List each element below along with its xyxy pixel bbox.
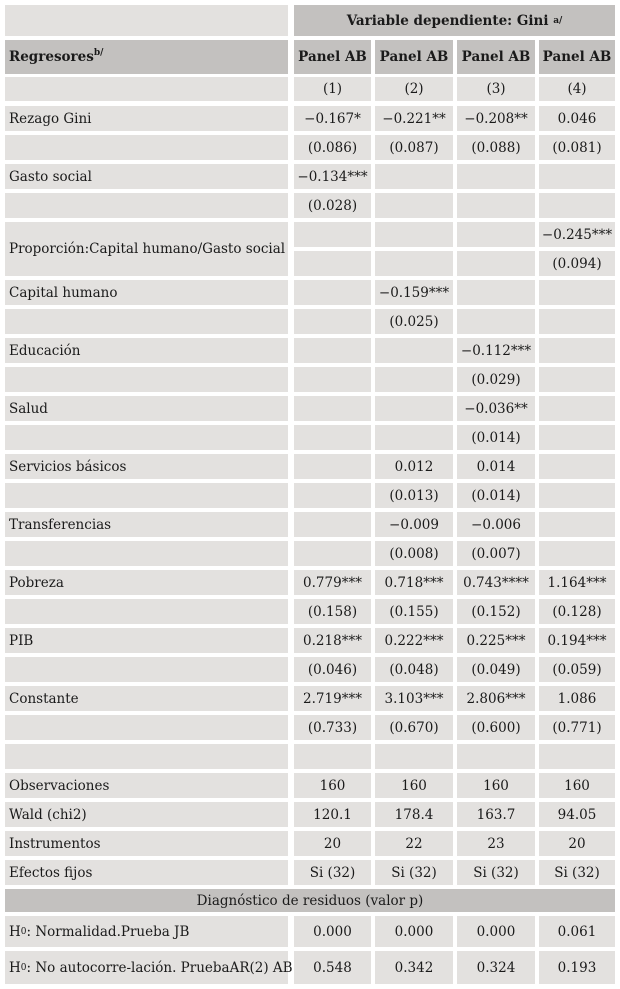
- value-cell: (0.155): [375, 599, 453, 624]
- table-row-spacer: [5, 744, 615, 769]
- value-cell: (0.048): [375, 657, 453, 682]
- header-dependent-row: [5, 5, 615, 36]
- value-cell: 178.4: [375, 802, 453, 827]
- value-cell: [539, 541, 615, 566]
- table-row: [5, 657, 615, 682]
- value-cell: [539, 744, 615, 769]
- value-cell: −0.245***: [539, 222, 615, 247]
- regressors-label: Regresores: [9, 49, 94, 65]
- table-row: [5, 251, 615, 276]
- table-row: [5, 686, 615, 711]
- value-cell: 2.806***: [457, 686, 535, 711]
- table-row: [5, 831, 615, 856]
- value-cell: [539, 338, 615, 363]
- value-cell: −0.221**: [375, 106, 453, 131]
- table-row: [5, 599, 615, 624]
- value-cell: 2.719***: [294, 686, 371, 711]
- value-cell: [294, 222, 371, 247]
- value-cell: [457, 222, 535, 247]
- value-cell: [539, 483, 615, 508]
- value-cell: (0.128): [539, 599, 615, 624]
- table-row: [5, 222, 615, 247]
- diagnostic-label: [5, 916, 288, 947]
- diagnostics-title: Diagnóstico de residuos (valor p): [5, 889, 615, 912]
- value-cell: 0.193: [539, 951, 615, 984]
- table-row: [5, 541, 615, 566]
- diagnostic-text: : No autocorre-lación. PruebaAR(2) AB: [26, 959, 293, 976]
- table-row: [5, 193, 615, 218]
- panel-header-4: Panel AB: [539, 40, 615, 74]
- row-label: PIB: [5, 628, 288, 653]
- regressors-note: b/: [93, 48, 104, 58]
- value-cell: [375, 164, 453, 189]
- value-cell: [294, 454, 371, 479]
- value-cell: 1.164***: [539, 570, 615, 595]
- panel-header-3: Panel AB: [457, 40, 535, 74]
- value-cell: [539, 425, 615, 450]
- value-cell: [294, 744, 371, 769]
- value-cell: [457, 744, 535, 769]
- value-cell: (0.046): [294, 657, 371, 682]
- row-label: [5, 483, 288, 508]
- value-cell: [294, 396, 371, 421]
- hypothesis-subscript: 0: [20, 962, 27, 973]
- value-cell: [539, 454, 615, 479]
- value-cell: 0.194***: [539, 628, 615, 653]
- numbers-blank-cell: [5, 77, 288, 101]
- row-label: Wald (chi2): [5, 802, 288, 827]
- dependent-variable-label: Variable dependiente: Gini: [346, 12, 549, 29]
- row-label: [5, 135, 288, 160]
- row-label: Observaciones: [5, 773, 288, 798]
- value-cell: [294, 425, 371, 450]
- value-cell: −0.167*: [294, 106, 371, 131]
- table-row: [5, 280, 615, 305]
- value-cell: 0.779***: [294, 570, 371, 595]
- value-cell: [375, 251, 453, 276]
- value-cell: 160: [539, 773, 615, 798]
- column-number-4: (4): [539, 77, 615, 101]
- row-label: Salud: [5, 396, 288, 421]
- value-cell: 0.718***: [375, 570, 453, 595]
- value-cell: 23: [457, 831, 535, 856]
- value-cell: (0.670): [375, 715, 453, 740]
- table-row: [5, 512, 615, 537]
- row-label: Pobreza: [5, 570, 288, 595]
- column-number-1: (1): [294, 77, 371, 101]
- value-cell: [539, 309, 615, 334]
- value-cell: [375, 338, 453, 363]
- value-cell: 160: [294, 773, 371, 798]
- value-cell: −0.159***: [375, 280, 453, 305]
- table-row: [5, 570, 615, 595]
- value-cell: (0.049): [457, 657, 535, 682]
- value-cell: (0.025): [375, 309, 453, 334]
- value-cell: [294, 338, 371, 363]
- value-cell: [375, 396, 453, 421]
- value-cell: 160: [457, 773, 535, 798]
- value-cell: (0.007): [457, 541, 535, 566]
- value-cell: 0.222***: [375, 628, 453, 653]
- panel-header-2: Panel AB: [375, 40, 453, 74]
- value-cell: [294, 483, 371, 508]
- value-cell: 0.000: [375, 916, 453, 947]
- value-cell: [294, 541, 371, 566]
- value-cell: (0.158): [294, 599, 371, 624]
- value-cell: [294, 280, 371, 305]
- value-cell: −0.112***: [457, 338, 535, 363]
- value-cell: [457, 309, 535, 334]
- diagnostic-text: : Normalidad.Prueba JB: [26, 923, 190, 940]
- table-row: [5, 309, 615, 334]
- value-cell: [294, 251, 371, 276]
- value-cell: 163.7: [457, 802, 535, 827]
- row-label: Educación: [5, 338, 288, 363]
- value-cell: [539, 164, 615, 189]
- value-cell: [375, 222, 453, 247]
- value-cell: [375, 744, 453, 769]
- column-number-2: (2): [375, 77, 453, 101]
- value-cell: (0.087): [375, 135, 453, 160]
- table-row: [5, 454, 615, 479]
- value-cell: [294, 367, 371, 392]
- value-cell: (0.029): [457, 367, 535, 392]
- value-cell: −0.036**: [457, 396, 535, 421]
- value-cell: [457, 251, 535, 276]
- value-cell: [294, 512, 371, 537]
- value-cell: (0.771): [539, 715, 615, 740]
- value-cell: (0.600): [457, 715, 535, 740]
- table-row: [5, 860, 615, 885]
- value-cell: (0.733): [294, 715, 371, 740]
- column-number-3: (3): [457, 77, 535, 101]
- value-cell: [539, 396, 615, 421]
- value-cell: [294, 309, 371, 334]
- value-cell: [375, 367, 453, 392]
- table-row: [5, 106, 615, 131]
- value-cell: (0.088): [457, 135, 535, 160]
- header-numbers-row: [5, 77, 615, 101]
- panel-header-1: Panel AB: [294, 40, 371, 74]
- row-label: [5, 425, 288, 450]
- value-cell: 0.743****: [457, 570, 535, 595]
- diagnostic-label: [5, 951, 293, 984]
- value-cell: −0.208**: [457, 106, 535, 131]
- table-row: [5, 802, 615, 827]
- value-cell: Si (32): [375, 860, 453, 885]
- value-cell: (0.013): [375, 483, 453, 508]
- row-label: [5, 309, 288, 334]
- row-label: Proporción:Capital humano/Gasto social: [5, 222, 288, 276]
- value-cell: 0.014: [457, 454, 535, 479]
- row-label: Transferencias: [5, 512, 288, 537]
- dependent-variable-header: [294, 5, 615, 36]
- header-blank-cell: [5, 5, 288, 36]
- table-row: [5, 483, 615, 508]
- value-cell: [539, 512, 615, 537]
- row-label: [5, 599, 288, 624]
- hypothesis-symbol: H: [9, 959, 21, 976]
- value-cell: 0.046: [539, 106, 615, 131]
- value-cell: Si (32): [294, 860, 371, 885]
- value-cell: [375, 425, 453, 450]
- value-cell: [539, 367, 615, 392]
- row-label: Efectos fijos: [5, 860, 288, 885]
- value-cell: (0.086): [294, 135, 371, 160]
- value-cell: 94.05: [539, 802, 615, 827]
- value-cell: 0.225***: [457, 628, 535, 653]
- value-cell: (0.014): [457, 483, 535, 508]
- value-cell: 20: [294, 831, 371, 856]
- value-cell: 160: [375, 773, 453, 798]
- row-label: Servicios básicos: [5, 454, 288, 479]
- table-row: [5, 338, 615, 363]
- dependent-variable-note: a/: [553, 15, 563, 26]
- value-cell: −0.009: [375, 512, 453, 537]
- value-cell: (0.008): [375, 541, 453, 566]
- value-cell: [539, 280, 615, 305]
- value-cell: −0.134***: [294, 164, 371, 189]
- row-label: [5, 367, 288, 392]
- value-cell: 0.548: [294, 951, 371, 984]
- row-label: Constante: [5, 686, 288, 711]
- value-cell: (0.028): [294, 193, 371, 218]
- value-cell: Si (32): [539, 860, 615, 885]
- table-row: [5, 367, 615, 392]
- value-cell: 0.000: [294, 916, 371, 947]
- value-cell: [375, 193, 453, 218]
- table-row: [5, 773, 615, 798]
- row-label: Capital humano: [5, 280, 288, 305]
- value-cell: 0.342: [375, 951, 453, 984]
- value-cell: (0.081): [539, 135, 615, 160]
- table-row: [5, 164, 615, 189]
- value-cell: (0.152): [457, 599, 535, 624]
- table-row: [5, 425, 615, 450]
- diagnostics-row: [5, 916, 615, 947]
- value-cell: 0.324: [457, 951, 535, 984]
- value-cell: 0.012: [375, 454, 453, 479]
- value-cell: Si (32): [457, 860, 535, 885]
- row-label: Gasto social: [5, 164, 288, 189]
- hypothesis-symbol: H: [9, 923, 21, 940]
- value-cell: [539, 193, 615, 218]
- row-label: Instrumentos: [5, 831, 288, 856]
- diagnostics-title-row: [5, 889, 615, 912]
- value-cell: [457, 280, 535, 305]
- value-cell: −0.006: [457, 512, 535, 537]
- regressors-header: [5, 40, 288, 74]
- value-cell: 0.218***: [294, 628, 371, 653]
- table-row: [5, 135, 615, 160]
- header-panels-row: [5, 40, 615, 74]
- value-cell: [457, 193, 535, 218]
- value-cell: 120.1: [294, 802, 371, 827]
- value-cell: (0.014): [457, 425, 535, 450]
- row-label: [5, 715, 288, 740]
- value-cell: 0.000: [457, 916, 535, 947]
- value-cell: 20: [539, 831, 615, 856]
- hypothesis-subscript: 0: [20, 926, 27, 937]
- table-row: [5, 715, 615, 740]
- value-cell: 3.103***: [375, 686, 453, 711]
- row-label: [5, 541, 288, 566]
- value-cell: (0.059): [539, 657, 615, 682]
- value-cell: 1.086: [539, 686, 615, 711]
- table-row: [5, 628, 615, 653]
- table-row: [5, 396, 615, 421]
- row-label: [5, 193, 288, 218]
- value-cell: 0.061: [539, 916, 615, 947]
- value-cell: (0.094): [539, 251, 615, 276]
- row-label: [5, 744, 288, 769]
- diagnostics-row: [5, 951, 615, 984]
- row-label: [5, 657, 288, 682]
- value-cell: 22: [375, 831, 453, 856]
- row-label: Rezago Gini: [5, 106, 288, 131]
- value-cell: [457, 164, 535, 189]
